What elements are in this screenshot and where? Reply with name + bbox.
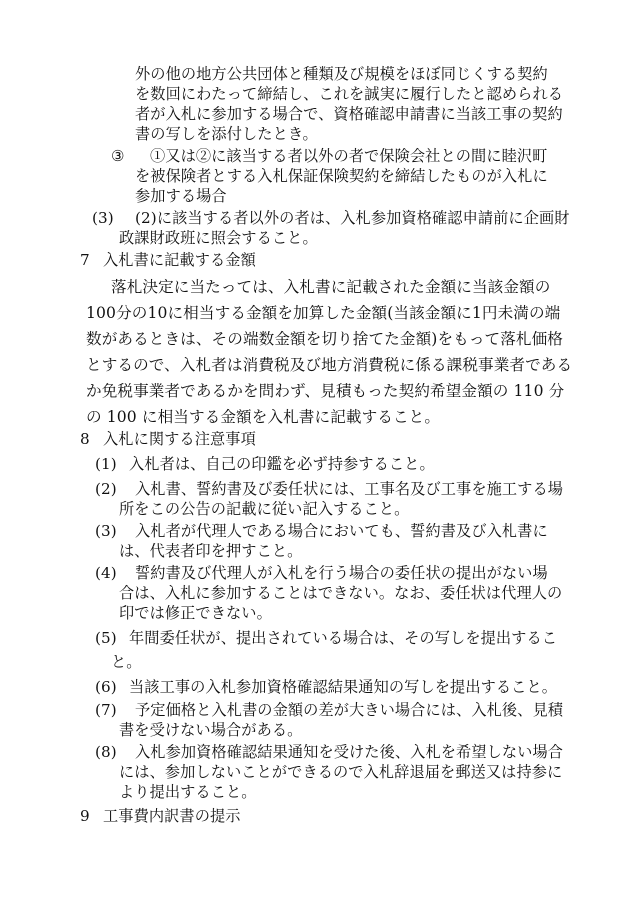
item-3-paren-marker: (3) xyxy=(92,209,114,227)
section-8-item-marker: (5) xyxy=(95,629,117,647)
item-3-paren-line: 政課財政班に照会すること。 xyxy=(119,229,318,247)
section-8-item-marker: (6) xyxy=(95,678,117,696)
section-8-title: 入札に関する注意事項 xyxy=(103,430,256,448)
section-7-paragraph-line: 落札決定に当たっては、入札書に記載された金額に当該金額の xyxy=(111,278,551,296)
section-8-item-line: は、代表者印を押すこと。 xyxy=(119,542,303,560)
section-8-item-line: より提出すること。 xyxy=(119,783,257,801)
section-8-item-line: 入札書、誓約書及び委任状には、工事名及び工事を施工する場 xyxy=(135,480,564,498)
section-7-paragraph-line: とするので、入札者は消費税及び地方消費税に係る課税事業者である xyxy=(86,356,573,374)
section-8-item-line: 予定価格と入札書の金額の差が大きい場合には、入札後、見積 xyxy=(135,701,564,719)
section-8-number: 8 xyxy=(80,430,90,448)
item-3-paren-line: (2)に該当する者以外の者は、入札参加資格確認申請前に企画財 xyxy=(135,209,570,227)
section-8-item-line: 入札参加資格確認結果通知を受けた後、入札を希望しない場合 xyxy=(135,743,564,761)
section-7-title: 入札書に記載する金額 xyxy=(103,251,256,269)
item-3-circle-line: 参加する場合 xyxy=(135,187,227,205)
continued-item-line: 外の他の地方公共団体と種類及び規模をほぼ同じくする契約 xyxy=(135,65,548,83)
section-8-item-line: 当該工事の入札参加資格確認結果通知の写しを提出すること。 xyxy=(129,678,558,696)
continued-item-line: 者が入札に参加する場合で、資格確認申請書に当該工事の契約 xyxy=(135,105,563,123)
section-7-paragraph-line: の 100 に相当する金額を入札書に記載すること。 xyxy=(86,408,441,426)
item-3-circle-line: を被保険者とする入札保証保険契約を締結したものが入札に xyxy=(135,167,548,185)
section-8-item-line: 書を受けない場合がある。 xyxy=(119,721,303,739)
section-8-item-marker: (8) xyxy=(95,743,117,761)
section-7-paragraph-line: 100分の10に相当する金額を加算した金額(当該金額に1円未満の端 xyxy=(86,304,561,322)
section-7-paragraph-line: 数があるときは、その端数金額を切り捨てた金額)をもって落札価格 xyxy=(86,330,563,348)
item-3-circle-marker: ③ xyxy=(111,147,125,165)
section-8-item-line: 所をこの公告の記載に従い記入すること。 xyxy=(119,500,410,518)
section-8-item-marker: (4) xyxy=(95,564,117,582)
section-9-title: 工事費内訳書の提示 xyxy=(103,807,241,825)
continued-item-line: を数回にわたって締結し、これを誠実に履行したと認められる xyxy=(135,85,564,103)
section-9-number: 9 xyxy=(80,807,90,825)
section-7-number: 7 xyxy=(80,251,90,269)
section-8-item-line: 合は、入札に参加することはできない。なお、委任状は代理人の xyxy=(119,584,563,602)
section-8-item-marker: (7) xyxy=(95,701,117,719)
section-8-item-line: 入札者は、自己の印鑑を必ず持参すること。 xyxy=(129,455,435,473)
section-8-item-line: 誓約書及び代理人が入札を行う場合の委任状の提出がない場 xyxy=(135,564,548,582)
section-8-item-marker: (1) xyxy=(95,455,117,473)
item-3-circle-line: ①又は②に該当する者以外の者で保険会社との間に睦沢町 xyxy=(150,147,548,165)
section-8-item-line: には、参加しないことができるので入札辞退届を郵送又は持参に xyxy=(119,763,563,781)
continued-item-line: 書の写しを添付したとき。 xyxy=(135,125,318,143)
section-8-item-line: 年間委任状が、提出されている場合は、その写しを提出するこ xyxy=(129,629,558,647)
section-8-item-line: 入札者が代理人である場合においても、誓約書及び入札書に xyxy=(135,522,548,540)
section-8-item-marker: (3) xyxy=(95,522,117,540)
section-7-paragraph-line: か免税事業者であるかを問わず、見積もった契約希望金額の 110 分 xyxy=(86,382,565,400)
section-8-item-line: 印では修正できない。 xyxy=(119,604,272,622)
section-8-item-marker: (2) xyxy=(95,480,117,498)
section-8-item-line: と。 xyxy=(111,653,142,671)
